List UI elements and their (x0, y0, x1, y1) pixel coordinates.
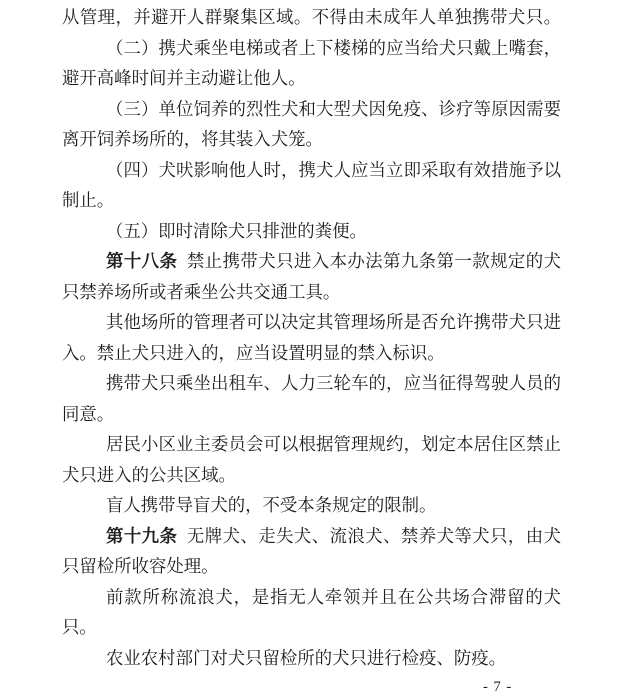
text-line: 只留检所收容处理。 (62, 556, 219, 576)
text-line: 盲人携带导盲犬的，不受本条规定的限制。 (106, 495, 437, 515)
text-line (62, 521, 561, 552)
text-line: 前款所称流浪犬，是指无人牵领并且在公共场合滞留的犬 (106, 586, 561, 607)
text-line: （四）犬吠影响他人时，携犬人应当立即采取有效措施予以 (106, 159, 561, 180)
article-number: 第十八条 (106, 251, 178, 271)
text-line: 只禁养场所或者乘坐公共交通工具。 (62, 281, 341, 302)
text-line: 居民小区业主委员会可以根据管理规约，划定本居住区禁止 (106, 434, 561, 454)
text-line: 农业农村部门对犬只留检所的犬只进行检疫、防疫。 (106, 647, 506, 668)
document-body (62, 2, 561, 673)
article-number: 第十九条 (106, 525, 178, 546)
text-line: 犬只进入的公共区域。 (62, 464, 236, 485)
page-number: - 7 - (483, 679, 513, 695)
article-text: 无牌犬、走失犬、流浪犬、禁养犬等犬只，由犬 (186, 525, 561, 546)
text-line: 避开高峰时间并主动避让他人。 (62, 68, 306, 88)
text-line: （二）携犬乘坐电梯或者上下楼梯的应当给犬只戴上嘴套， (106, 37, 561, 58)
text-line: （五）即时清除犬只排泄的粪便。 (106, 220, 367, 241)
text-line: 同意。 (62, 403, 115, 424)
text-line: 只。 (62, 617, 97, 637)
text-line: （三）单位饲养的烈性犬和大型犬因免疫、诊疗等原因需要 (106, 98, 561, 119)
text-line: 其他场所的管理者可以决定其管理场所是否允许携带犬只进 (106, 312, 561, 332)
text-line: 入。禁止犬只进入的，应当设置明显的禁入标识。 (62, 342, 445, 363)
text-line: 制止。 (62, 190, 115, 210)
text-line: 携带犬只乘坐出租车、人力三轮车的，应当征得驾驶人员的 (106, 373, 561, 393)
text-line: 离开饲养场所的，将其装入犬笼。 (62, 129, 323, 149)
text-line: 从管理，并避开人群聚集区域。不得由未成年人单独携带犬只。 (62, 7, 561, 27)
text-line (62, 246, 561, 277)
article-text: 禁止携带犬只进入本办法第九条第一款规定的犬 (186, 251, 561, 271)
